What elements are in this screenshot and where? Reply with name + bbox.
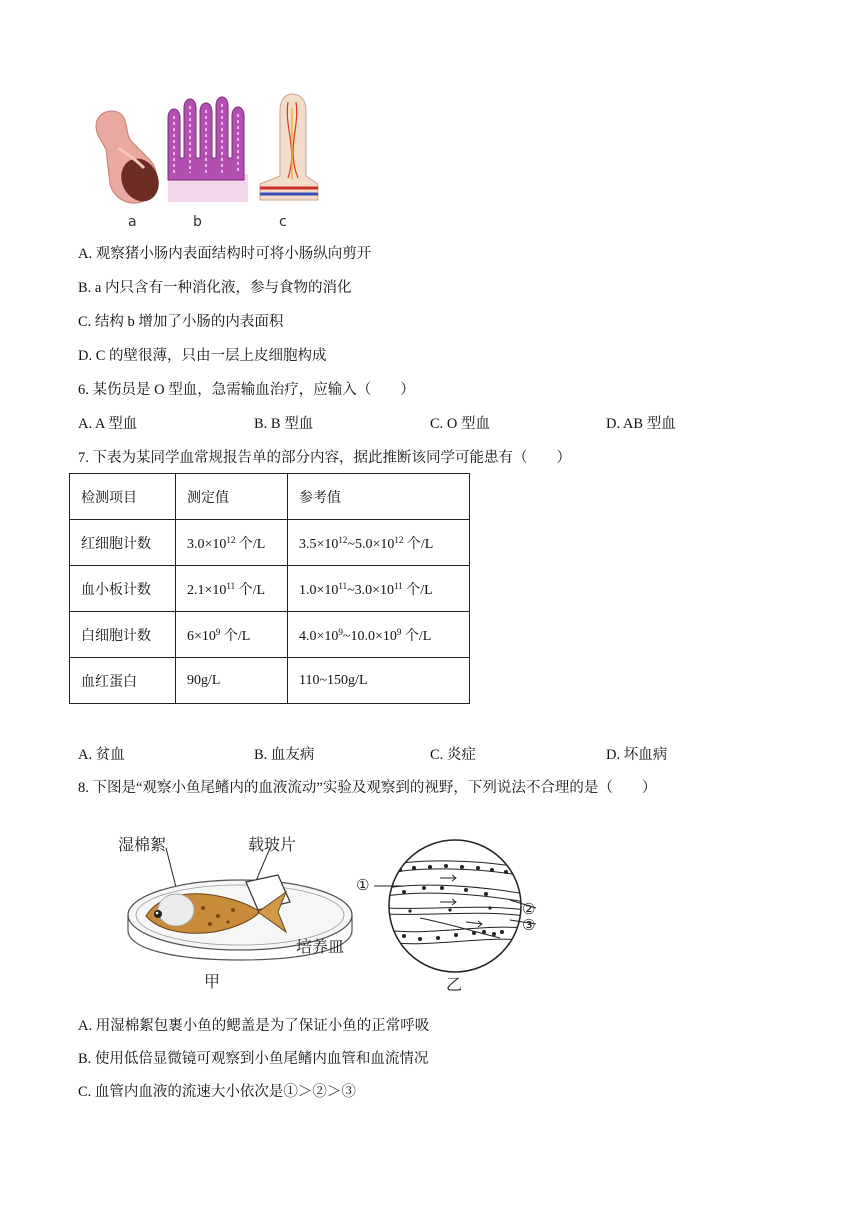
q8-option-c[interactable]: C. 血管内血液的流速大小依次是①＞②＞③ [78, 1084, 356, 1100]
q6-stem: 6. 某伤员是 O 型血，急需输血治疗，应输入（ ） [78, 382, 415, 398]
q7-stem: 7. 下表为某同学血常规报告单的部分内容，据此推断该同学可能患有（ ） [78, 450, 571, 466]
row-reference: 110~150g/L [288, 658, 470, 704]
villi-section-b [168, 97, 248, 202]
caption-jia: 甲 [204, 972, 221, 991]
table-header-reference: 参考值 [288, 474, 470, 520]
q5-option-c[interactable]: C. 结构 b 增加了小肠的内表面积 [78, 314, 284, 330]
table-row [70, 658, 470, 704]
figure-label-a: a [128, 214, 137, 230]
row-value: $2.1\times 10^{11}$ 个/L [176, 566, 288, 612]
row-item: 血小板计数 [70, 566, 176, 612]
row-item: 血红蛋白 [70, 658, 176, 704]
row-reference: $1.0\times 10^{11}\sim 3.0\times 10^{11}$ 个/L [288, 566, 470, 612]
table-header-item: 检测项目 [70, 474, 176, 520]
intestine-segment-a [96, 111, 166, 208]
q7-option-c[interactable]: C. 炎症 [430, 747, 476, 763]
q7-option-b[interactable]: B. 血友病 [254, 747, 315, 763]
table-header-value: 测定值 [176, 474, 288, 520]
row-value: $6\times 10^9$ 个/L [176, 612, 288, 658]
figure-label-c: c [279, 214, 287, 230]
blood-report-table [69, 473, 470, 704]
q5-option-b[interactable]: B. a 内只含有一种消化液，参与食物的消化 [78, 280, 352, 296]
villus-structure-c [260, 94, 318, 200]
q7-option-d[interactable]: D. 坏血病 [606, 747, 668, 763]
table-header-row [70, 474, 470, 520]
table-row [70, 612, 470, 658]
marker-1: ① [356, 876, 370, 894]
q5-option-d[interactable]: D. C 的壁很薄，只由一层上皮细胞构成 [78, 348, 327, 364]
q6-option-a[interactable]: A. A 型血 [78, 416, 138, 432]
q5-option-a[interactable]: A. 观察猪小肠内表面结构时可将小肠纵向剪开 [78, 246, 372, 262]
row-value: 90g/L [176, 658, 288, 704]
label-wet-cotton: 湿棉絮 [118, 835, 167, 854]
q8-option-b[interactable]: B. 使用低倍显微镜可观察到小鱼尾鳍内血管和血流情况 [78, 1051, 429, 1067]
marker-2: ② [522, 900, 536, 918]
q6-option-b[interactable]: B. B 型血 [254, 416, 314, 432]
q8-option-a[interactable]: A. 用湿棉絮包裹小鱼的鳃盖是为了保证小鱼的正常呼吸 [78, 1018, 430, 1034]
q8-stem: 8. 下图是“观察小鱼尾鳍内的血液流动”实验及观察到的视野，下列说法不合理的是（ ） [78, 780, 657, 796]
row-item: 白细胞计数 [70, 612, 176, 658]
row-item: 红细胞计数 [70, 520, 176, 566]
row-reference: $4.0\times 10^9\sim 10.0\times 10^9$ 个/L [288, 612, 470, 658]
label-slide: 载玻片 [248, 835, 297, 854]
marker-3: ③ [522, 916, 536, 934]
caption-yi: 乙 [446, 975, 463, 994]
row-value: $3.0\times 10^{12}$ 个/L [176, 520, 288, 566]
q7-option-a[interactable]: A. 贫血 [78, 747, 125, 763]
table-row [70, 520, 470, 566]
label-petri-dish: 培养皿 [296, 937, 345, 956]
q6-option-d[interactable]: D. AB 型血 [606, 416, 676, 432]
q6-option-c[interactable]: C. O 型血 [430, 416, 491, 432]
figure-label-b: b [193, 214, 202, 230]
table-row [70, 566, 470, 612]
row-reference: $3.5\times 10^{12}\sim 5.0\times 10^{12}$ 个/L [288, 520, 470, 566]
